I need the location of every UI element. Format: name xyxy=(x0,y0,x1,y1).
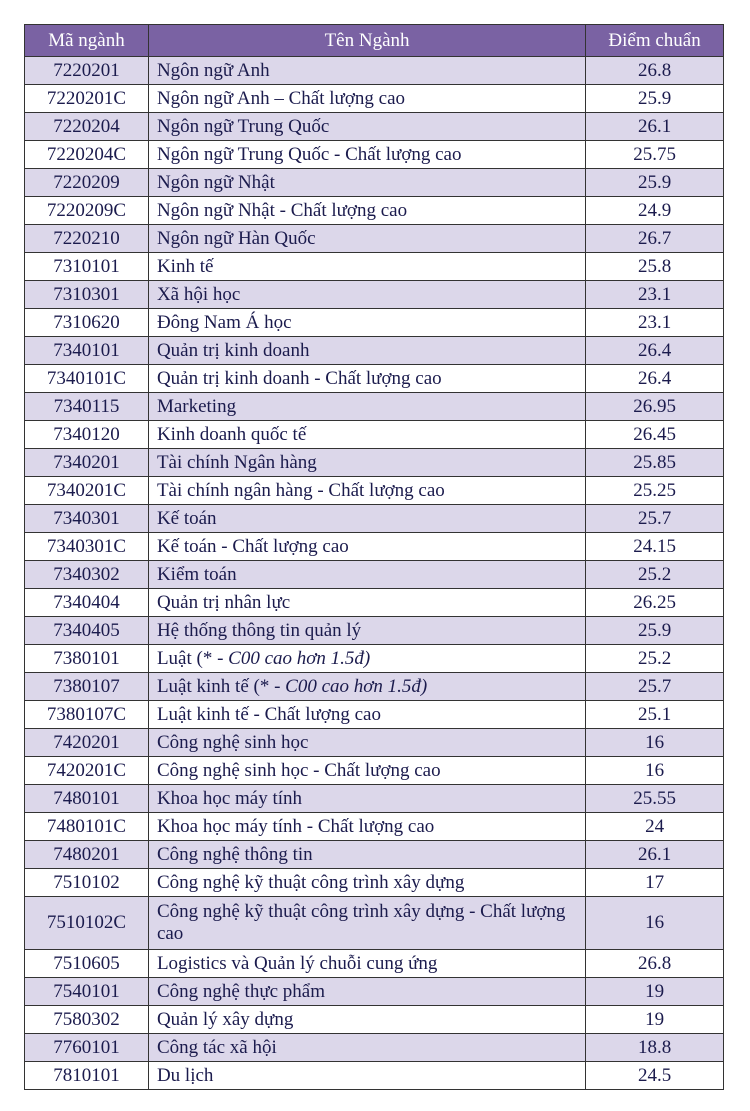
cutoff-score: 26.4 xyxy=(586,337,724,365)
cutoff-score: 26.95 xyxy=(586,393,724,421)
cutoff-score: 18.8 xyxy=(586,1034,724,1062)
major-name xyxy=(148,533,585,561)
cutoff-score: 26.25 xyxy=(586,589,724,617)
cutoff-score: 26.1 xyxy=(586,113,724,141)
major-name-text: Ngôn ngữ Hàn Quốc xyxy=(156,227,316,249)
major-code: 7340101C xyxy=(25,365,149,393)
major-name-text: Logistics và Quản lý chuỗi cung ứng xyxy=(156,952,438,974)
table-row xyxy=(25,813,724,841)
major-name xyxy=(148,141,585,169)
cutoff-score: 25.55 xyxy=(586,785,724,813)
cutoff-score: 24.9 xyxy=(586,197,724,225)
table-row xyxy=(25,141,724,169)
major-code: 7480101C xyxy=(25,813,149,841)
cutoff-score: 24.5 xyxy=(586,1062,724,1090)
major-code: 7220209 xyxy=(25,169,149,197)
table-row xyxy=(25,57,724,85)
cutoff-score: 25.7 xyxy=(586,505,724,533)
cutoff-score: 26.45 xyxy=(586,421,724,449)
major-name xyxy=(148,477,585,505)
cutoff-score: 26.8 xyxy=(586,950,724,978)
major-code: 7420201 xyxy=(25,729,149,757)
table-row xyxy=(25,729,724,757)
table-row xyxy=(25,841,724,869)
table-row xyxy=(25,897,724,950)
major-name xyxy=(148,785,585,813)
major-code: 7340115 xyxy=(25,393,149,421)
table-row xyxy=(25,757,724,785)
major-code: 7340201C xyxy=(25,477,149,505)
major-name xyxy=(148,617,585,645)
major-name xyxy=(148,701,585,729)
table-row xyxy=(25,701,724,729)
major-code: 7480201 xyxy=(25,841,149,869)
major-name-text: Marketing xyxy=(156,395,237,417)
major-code: 7340405 xyxy=(25,617,149,645)
major-name-text: Ngôn ngữ Anh – Chất lượng cao xyxy=(156,87,406,109)
major-name xyxy=(148,1062,585,1090)
major-code: 7420201C xyxy=(25,757,149,785)
table-row xyxy=(25,617,724,645)
major-name-text: Công tác xã hội xyxy=(156,1036,277,1058)
table-row xyxy=(25,1034,724,1062)
cutoff-score: 25.25 xyxy=(586,477,724,505)
table-row xyxy=(25,113,724,141)
major-name-text: Quản trị nhân lực xyxy=(156,591,291,613)
table-row xyxy=(25,785,724,813)
table-row xyxy=(25,197,724,225)
major-code: 7340302 xyxy=(25,561,149,589)
major-name xyxy=(148,197,585,225)
cutoff-score: 26.1 xyxy=(586,841,724,869)
major-name-text: Tài chính ngân hàng - Chất lượng cao xyxy=(156,479,445,501)
major-code: 7380107C xyxy=(25,701,149,729)
major-name xyxy=(148,449,585,477)
cutoff-score: 25.9 xyxy=(586,85,724,113)
table-row xyxy=(25,533,724,561)
major-name-text: Ngôn ngữ Nhật xyxy=(156,171,275,193)
major-name xyxy=(148,729,585,757)
major-name-text: Công nghệ thông tin xyxy=(156,843,313,865)
cutoff-score: 23.1 xyxy=(586,309,724,337)
major-name xyxy=(148,365,585,393)
cutoff-score: 26.8 xyxy=(586,57,724,85)
major-name-text: Ngôn ngữ Trung Quốc xyxy=(156,115,330,137)
table-row xyxy=(25,1006,724,1034)
major-code: 7310620 xyxy=(25,309,149,337)
major-code: 7220204 xyxy=(25,113,149,141)
major-code: 7810101 xyxy=(25,1062,149,1090)
cutoff-score: 25.7 xyxy=(586,673,724,701)
header-row xyxy=(25,25,724,57)
major-name xyxy=(148,309,585,337)
header-code: Mã ngành xyxy=(25,25,149,57)
major-code: 7220210 xyxy=(25,225,149,253)
major-name-text: Hệ thống thông tin quản lý xyxy=(156,619,362,641)
major-name xyxy=(148,57,585,85)
major-name-text: Công nghệ sinh học - Chất lượng cao xyxy=(156,759,441,781)
major-code: 7220209C xyxy=(25,197,149,225)
major-name-text: Công nghệ sinh học xyxy=(156,731,309,753)
major-note: C00 cao hơn 1.5đ) xyxy=(285,675,428,697)
table-row xyxy=(25,477,724,505)
major-name xyxy=(148,505,585,533)
major-code: 7340101 xyxy=(25,337,149,365)
major-name-text: Kinh tế xyxy=(156,255,214,277)
cutoff-score: 25.9 xyxy=(586,169,724,197)
major-code: 7310101 xyxy=(25,253,149,281)
major-code: 7340404 xyxy=(25,589,149,617)
major-name xyxy=(148,645,585,673)
major-name xyxy=(148,813,585,841)
major-code: 7380107 xyxy=(25,673,149,701)
major-name-text: Luật (* - xyxy=(156,647,229,669)
cutoff-score: 17 xyxy=(586,869,724,897)
table-row xyxy=(25,589,724,617)
major-name-text: Xã hội học xyxy=(156,283,241,305)
major-name-text: Kiểm toán xyxy=(156,563,237,585)
major-name xyxy=(148,950,585,978)
table-row xyxy=(25,449,724,477)
major-code: 7220201 xyxy=(25,57,149,85)
major-name xyxy=(148,589,585,617)
major-name-text: Khoa học máy tính xyxy=(156,787,303,809)
major-name xyxy=(148,1006,585,1034)
major-code: 7510605 xyxy=(25,950,149,978)
table-row xyxy=(25,253,724,281)
major-name xyxy=(148,869,585,897)
major-name xyxy=(148,673,585,701)
major-name-text: Đông Nam Á học xyxy=(156,311,292,333)
cutoff-score: 23.1 xyxy=(586,281,724,309)
major-name xyxy=(148,841,585,869)
major-name-text: Kế toán xyxy=(156,507,217,529)
major-name xyxy=(148,85,585,113)
table-row xyxy=(25,85,724,113)
major-name xyxy=(148,421,585,449)
major-name-text: Tài chính Ngân hàng xyxy=(156,451,317,473)
table-row xyxy=(25,505,724,533)
major-name xyxy=(148,1034,585,1062)
major-code: 7760101 xyxy=(25,1034,149,1062)
major-name xyxy=(148,225,585,253)
table-row xyxy=(25,337,724,365)
table-row xyxy=(25,673,724,701)
table-row xyxy=(25,950,724,978)
major-name-text: Luật kinh tế (* - xyxy=(156,675,286,697)
major-name-text: Công nghệ kỹ thuật công trình xây dựng - Chất lượng cao xyxy=(156,901,566,944)
cutoff-score: 25.75 xyxy=(586,141,724,169)
major-name-text: Quản trị kinh doanh - Chất lượng cao xyxy=(156,367,442,389)
major-name-text: Công nghệ thực phẩm xyxy=(156,980,326,1002)
table-row xyxy=(25,421,724,449)
major-name-text: Du lịch xyxy=(156,1064,214,1086)
header-name: Tên Ngành xyxy=(148,25,585,57)
major-name-text: Luật kinh tế - Chất lượng cao xyxy=(156,703,381,725)
admission-scores-table xyxy=(24,24,724,1090)
major-name xyxy=(148,253,585,281)
table-row xyxy=(25,1062,724,1090)
cutoff-score: 26.7 xyxy=(586,225,724,253)
major-name-text: Quản lý xây dựng xyxy=(156,1008,294,1030)
major-name-text: Ngôn ngữ Trung Quốc - Chất lượng cao xyxy=(156,143,462,165)
table-row xyxy=(25,169,724,197)
major-name-text: Kinh doanh quốc tế xyxy=(156,423,307,445)
header-score: Điểm chuẩn xyxy=(586,25,724,57)
major-name xyxy=(148,113,585,141)
major-code: 7340201 xyxy=(25,449,149,477)
cutoff-score: 25.8 xyxy=(586,253,724,281)
cutoff-score: 25.9 xyxy=(586,617,724,645)
table-row xyxy=(25,225,724,253)
table-row xyxy=(25,645,724,673)
major-name xyxy=(148,281,585,309)
cutoff-score: 26.4 xyxy=(586,365,724,393)
major-name xyxy=(148,393,585,421)
major-name xyxy=(148,897,585,950)
major-code: 7480101 xyxy=(25,785,149,813)
major-name xyxy=(148,169,585,197)
cutoff-score: 25.1 xyxy=(586,701,724,729)
major-code: 7580302 xyxy=(25,1006,149,1034)
table-row xyxy=(25,978,724,1006)
cutoff-score: 16 xyxy=(586,729,724,757)
cutoff-score: 16 xyxy=(586,897,724,950)
major-name xyxy=(148,561,585,589)
table-row xyxy=(25,561,724,589)
major-note: C00 cao hơn 1.5đ) xyxy=(228,647,371,669)
cutoff-score: 25.2 xyxy=(586,645,724,673)
major-code: 7340120 xyxy=(25,421,149,449)
major-name xyxy=(148,978,585,1006)
cutoff-score: 19 xyxy=(586,978,724,1006)
cutoff-score: 25.2 xyxy=(586,561,724,589)
cutoff-score: 24 xyxy=(586,813,724,841)
table-row xyxy=(25,393,724,421)
major-name-text: Công nghệ kỹ thuật công trình xây dựng xyxy=(156,871,465,893)
major-code: 7540101 xyxy=(25,978,149,1006)
cutoff-score: 25.85 xyxy=(586,449,724,477)
cutoff-score: 24.15 xyxy=(586,533,724,561)
major-name-text: Kế toán - Chất lượng cao xyxy=(156,535,349,557)
cutoff-score: 19 xyxy=(586,1006,724,1034)
major-name-text: Khoa học máy tính - Chất lượng cao xyxy=(156,815,435,837)
major-code: 7310301 xyxy=(25,281,149,309)
major-name xyxy=(148,757,585,785)
major-code: 7220201C xyxy=(25,85,149,113)
cutoff-score: 16 xyxy=(586,757,724,785)
major-code: 7380101 xyxy=(25,645,149,673)
major-name xyxy=(148,337,585,365)
major-code: 7510102 xyxy=(25,869,149,897)
table-row xyxy=(25,365,724,393)
major-code: 7510102C xyxy=(25,897,149,950)
major-name-text: Quản trị kinh doanh xyxy=(156,339,310,361)
major-code: 7340301C xyxy=(25,533,149,561)
major-code: 7340301 xyxy=(25,505,149,533)
major-name-text: Ngôn ngữ Nhật - Chất lượng cao xyxy=(156,199,408,221)
major-code: 7220204C xyxy=(25,141,149,169)
table-row xyxy=(25,869,724,897)
table-row xyxy=(25,281,724,309)
major-name-text: Ngôn ngữ Anh xyxy=(156,59,270,81)
table-row xyxy=(25,309,724,337)
